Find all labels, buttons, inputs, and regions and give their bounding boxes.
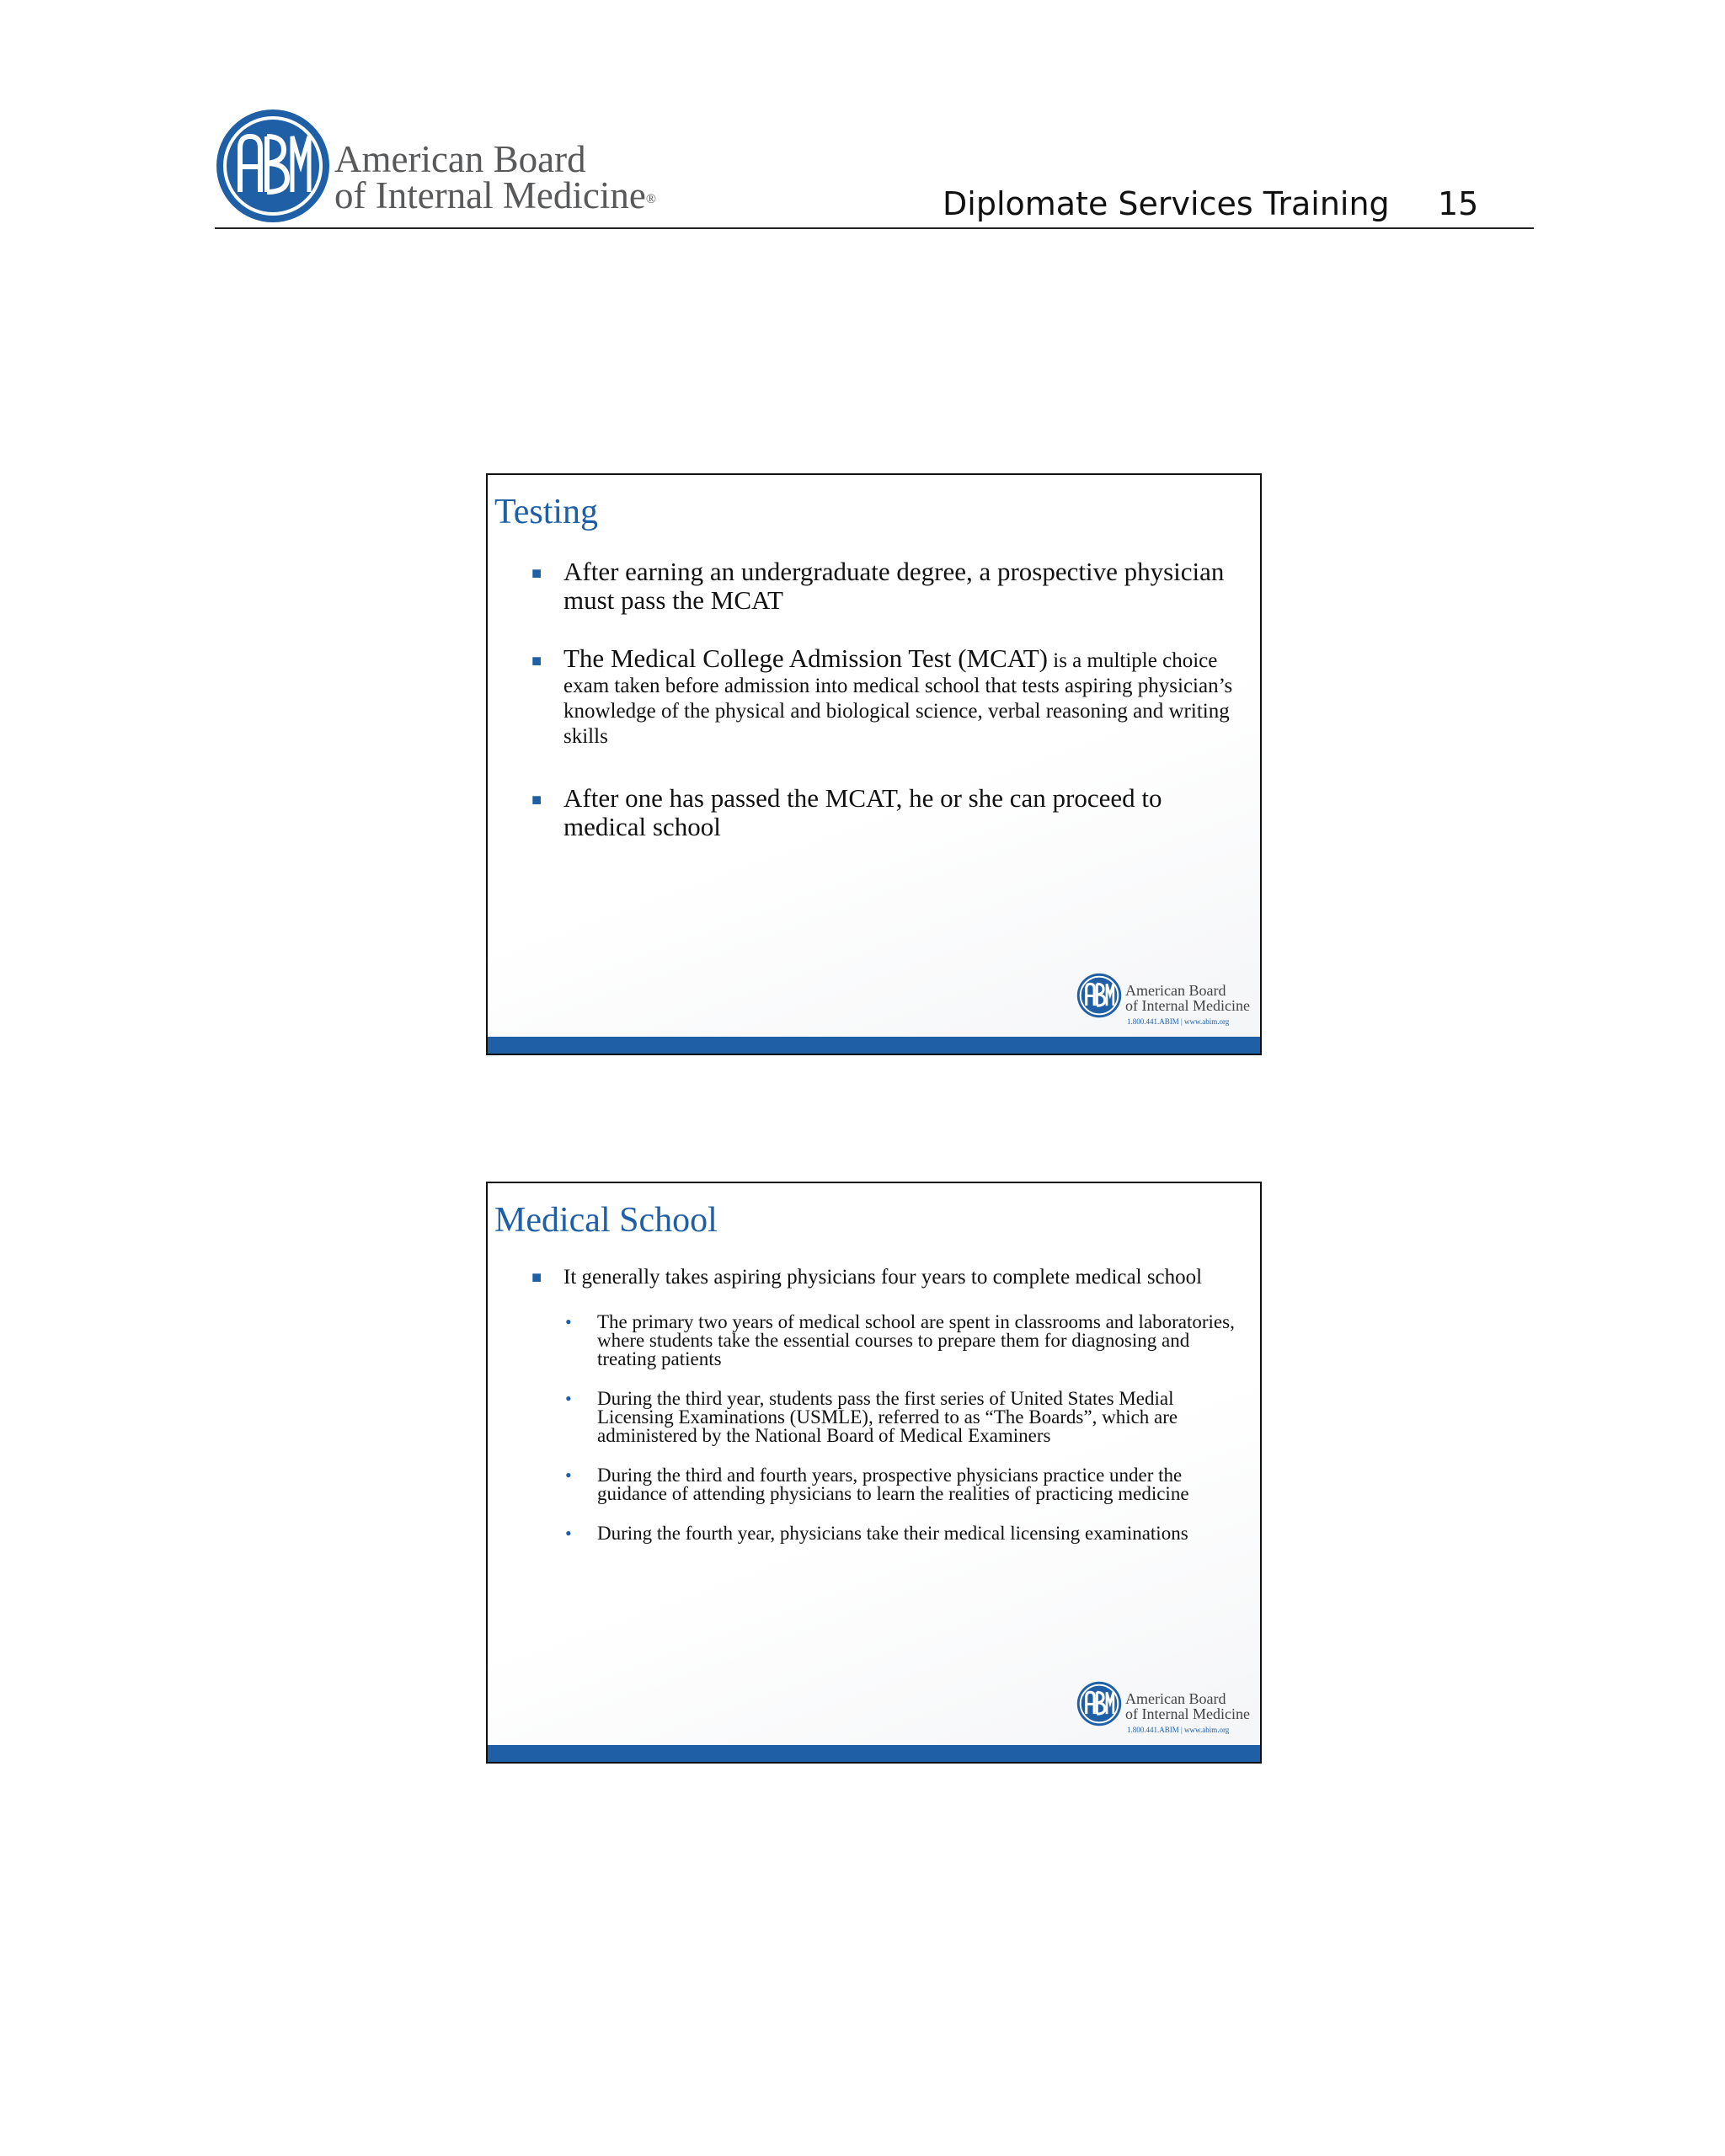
footer-line-2: of Internal Medicine bbox=[1125, 1705, 1250, 1722]
footer-contact: 1.800.441.ABIM | www.abim.org bbox=[1127, 1726, 1230, 1734]
bullet-text: After one has passed the MCAT, he or she can proceed to medical school bbox=[563, 783, 1162, 841]
slide-title: Medical School bbox=[494, 1201, 718, 1240]
bullet-text: It generally takes aspiring physicians four years to complete medical school bbox=[563, 1266, 1203, 1289]
document-title: Diplomate Services Training bbox=[943, 185, 1390, 222]
bullet-item bbox=[530, 643, 1246, 750]
sub-bullet-item bbox=[530, 1313, 1246, 1369]
bullet-item bbox=[530, 1267, 1246, 1288]
sub-bullet-text: The primary two years of medical school are spent in classrooms and laboratories, where students take the essential courses to prepare them for diagnosing and treating patients bbox=[597, 1311, 1235, 1369]
slide-body bbox=[530, 1267, 1246, 1564]
slide-title: Testing bbox=[494, 493, 599, 531]
logo-line-1: American Board bbox=[334, 138, 586, 180]
bullet-rest-text: is a multiple choice exam taken before admission into medical school that tests aspiring physician’s knowledge of the physical and biological science, verbal reasoning and writing skills bbox=[563, 649, 1233, 748]
footer-contact: 1.800.441.ABIM | www.abim.org bbox=[1127, 1017, 1230, 1026]
slide-body bbox=[530, 558, 1246, 873]
round-bullet-icon: • bbox=[565, 1311, 572, 1332]
square-bullet-icon: ■ bbox=[531, 564, 542, 583]
header-divider bbox=[215, 227, 1534, 229]
footer-line-1: American Board bbox=[1125, 1690, 1226, 1707]
slide-bottom-bar bbox=[488, 1745, 1260, 1762]
slide-bottom-bar bbox=[488, 1037, 1260, 1054]
sub-bullet-text: During the third and fourth years, prospective physicians practice under the guidance of attending physicians to learn the realities of practicing medicine bbox=[597, 1465, 1189, 1504]
bullet-item bbox=[530, 558, 1246, 615]
slide-testing bbox=[486, 473, 1262, 1055]
footer-wordmark bbox=[1125, 1691, 1250, 1721]
footer-line-2: of Internal Medicine bbox=[1125, 997, 1250, 1014]
round-bullet-icon: • bbox=[565, 1388, 572, 1409]
logo-wordmark bbox=[334, 138, 656, 216]
slide-medical-school bbox=[486, 1182, 1262, 1764]
bullet-text: After earning an undergraduate degree, a prospective physician must pass the MCAT bbox=[563, 557, 1225, 615]
page-header bbox=[215, 103, 1534, 229]
bullet-lead-text: The Medical College Admission Test (MCAT) bbox=[563, 643, 1048, 673]
square-bullet-icon: ■ bbox=[531, 1268, 542, 1287]
square-bullet-icon: ■ bbox=[531, 652, 542, 670]
round-bullet-icon: • bbox=[565, 1523, 572, 1544]
slide-footer-logo bbox=[1076, 1681, 1253, 1735]
sub-bullet-text: During the third year, students pass the first series of United States Medial Licensing Examinations (USMLE), referred to as “The Boards”, which are administered by the National Board of Medical Examiners bbox=[597, 1388, 1178, 1446]
sub-bullet-item bbox=[530, 1390, 1246, 1445]
sub-bullet-text: During the fourth year, physicians take their medical licensing examinations bbox=[597, 1523, 1188, 1544]
registered-mark: ® bbox=[645, 192, 656, 206]
square-bullet-icon: ■ bbox=[531, 791, 542, 809]
footer-wordmark bbox=[1125, 983, 1250, 1013]
abim-seal-icon bbox=[1076, 1681, 1122, 1726]
footer-line-1: American Board bbox=[1125, 982, 1226, 999]
bullet-item bbox=[530, 784, 1246, 841]
abim-logo bbox=[215, 108, 686, 224]
round-bullet-icon: • bbox=[565, 1465, 572, 1486]
abim-seal-icon bbox=[215, 108, 331, 224]
logo-line-2: of Internal Medicine bbox=[334, 174, 646, 216]
sub-bullet-item bbox=[530, 1466, 1246, 1503]
abim-seal-icon bbox=[1076, 973, 1122, 1018]
slide-footer-logo bbox=[1076, 973, 1253, 1027]
page-number: 15 bbox=[1438, 185, 1479, 222]
sub-bullet-item bbox=[530, 1524, 1246, 1543]
